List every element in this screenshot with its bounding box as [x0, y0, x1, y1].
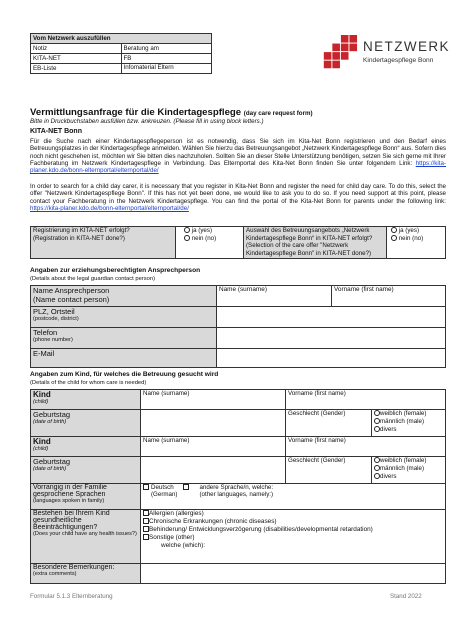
which-label: welche (which): — [161, 542, 206, 549]
footer-form-id: Formular 5.1.3 Elternberatung — [30, 593, 113, 600]
child2-firstname-field[interactable] — [286, 437, 446, 457]
plz-label-en: (postcode, district) — [33, 316, 79, 322]
name-label-en: (Name contact person) — [33, 295, 110, 304]
contact-heading: Angaben zur erziehungsberechtigten Ansprechperson — [30, 267, 201, 274]
contact-name-label — [31, 286, 217, 307]
child1-gender-label — [286, 410, 372, 437]
q2-yes-radio[interactable] — [391, 227, 397, 233]
q2-yes-label: ja (yes) — [398, 227, 420, 234]
health-question-en: (Does your child have any health issues?) — [33, 531, 137, 537]
german-label-en: (German) — [151, 491, 178, 498]
disability-label: Behinderung/ Entwicklungsverzögerung (disabilities/developmental retardation) — [149, 526, 373, 533]
q1-yes-label: ja (yes) — [191, 227, 213, 234]
health-question: Bestehen bei Ihrem Kind gesundheitliche Beeinträchtigungen? — [33, 510, 110, 531]
diverse-label: divers — [380, 473, 397, 480]
child-heading: Angaben zum Kind, für welches die Betreuung gesucht wird — [30, 371, 219, 378]
contact-plz-label — [31, 307, 217, 328]
female-label: weiblich (female) — [380, 410, 427, 417]
logo-mark-icon — [320, 35, 358, 73]
q1-no-radio[interactable] — [184, 235, 190, 241]
other-language-checkbox[interactable] — [183, 484, 189, 490]
notes-field[interactable] — [141, 564, 446, 584]
q2-label: Auswahl des Betreuungsangebots „Netzwerk Kindertagespflege Bonn“ in KITA-NET erfolgt? — [246, 227, 373, 242]
contact-subheading: (Details about the legal guardian contact person) — [30, 276, 156, 282]
child-surname-label: Name (surname) — [143, 390, 190, 397]
child2-gender-label — [286, 457, 372, 484]
german-label: Deutsch — [151, 484, 174, 491]
phone-label: Telefon — [33, 328, 58, 337]
notes-title-en: (extra comments) — [33, 571, 77, 577]
portal-prefix-en: You can find the portal of the Kita-Net Bonn for parents under the following link: — [211, 197, 446, 205]
netzwerk-logo — [320, 33, 450, 78]
male-label: männlich (male) — [380, 418, 425, 425]
contact-phone-field[interactable] — [217, 328, 446, 349]
phone-label-en: (phone number) — [33, 337, 73, 343]
child-firstname-label: Vorname (first name) — [288, 437, 346, 444]
title-main: Vermittlungsanfrage für die Kindertagespflege — [30, 107, 242, 118]
birthday-label-en: (date of birth) — [33, 419, 67, 425]
surname-label: Name (surname) — [219, 286, 267, 293]
logo-word: NETZWERK — [363, 39, 450, 54]
q1-no-label: nein (no) — [191, 234, 217, 242]
child-surname-label: Name (surname) — [143, 437, 190, 444]
birthday-label: Geburtstag — [33, 410, 71, 419]
kind-label-en: (child) — [33, 399, 49, 405]
child2-birthday-label — [31, 457, 141, 484]
office-header: Vom Netzwerk auszufüllen — [31, 34, 212, 44]
q1-yes-radio[interactable] — [184, 227, 190, 233]
child-table — [30, 389, 446, 584]
office-cell[interactable]: Infomaterial Eltern — [121, 64, 212, 74]
kita-heading: KITA-NET Bonn — [30, 128, 82, 135]
female-label: weiblich (female) — [380, 457, 427, 464]
kind-label-en: (child) — [33, 446, 49, 452]
lang-label: Vorrangig in der Familie gesprochene Sprachen — [33, 484, 107, 498]
child2-gender-options — [372, 457, 446, 484]
child2-label — [31, 437, 141, 457]
contact-surname-field[interactable] — [217, 286, 332, 307]
child-subheading: (Details of the child for whom care is needed) — [30, 380, 147, 386]
child1-label — [31, 390, 141, 410]
contact-plz-field[interactable] — [217, 307, 446, 328]
child1-surname-field[interactable] — [141, 390, 286, 410]
german-checkbox[interactable] — [143, 484, 149, 490]
allergies-label: Allergien (allergies) — [149, 510, 204, 517]
diverse-label: divers — [380, 426, 397, 433]
portal-prefix-de: Das Elternportal des Kita-Net Bonn finden Sie unter folgendem Link: — [209, 159, 416, 167]
q2-no-label: nein (no) — [398, 234, 424, 242]
registration-table — [30, 226, 446, 259]
gender-label: Geschlecht (Gender) — [288, 410, 346, 417]
plz-label: PLZ, Ortsteil — [33, 307, 75, 316]
child2-surname-field[interactable] — [141, 437, 286, 457]
languages-label — [31, 484, 141, 510]
contact-email-field[interactable] — [217, 349, 446, 368]
q1-options — [176, 227, 244, 259]
q1-label: Registrierung im KITA-NET erfolgt? — [33, 227, 130, 234]
title-english: (day care request form) — [243, 110, 313, 117]
registration-q2 — [244, 227, 387, 259]
kita-paragraph-en — [30, 183, 446, 212]
birthday-label: Geburtstag — [33, 457, 71, 466]
other-health-label: Sonstige (other) — [149, 534, 195, 541]
health-label — [31, 510, 141, 564]
instruction-text: Bitte in Druckbuchstaben ausfüllen bzw. ankreuzen. (Please fill in using block letters.) — [30, 118, 264, 125]
contact-table — [30, 285, 446, 368]
chronic-label: Chronische Erkrankungen (chronic diseases) — [149, 518, 277, 525]
footer-date: Stand 2022 — [390, 593, 422, 600]
q2-no-radio[interactable] — [391, 235, 397, 241]
other-lang-label: andere Sprache/n, welche: — [199, 484, 274, 491]
registration-q1 — [31, 227, 176, 259]
child1-firstname-field[interactable] — [286, 390, 446, 410]
contact-phone-label — [31, 328, 217, 349]
kind-label: Kind — [33, 437, 51, 446]
office-cell[interactable]: KITA-NET — [31, 54, 122, 64]
other-lang-label-en: (other languages, namely:) — [199, 491, 274, 498]
kita-text-de: Für die Suche nach einer Kindertagespflegeperson ist es notwendig, dass Sie sich im Kita-Net Bonn registrieren und den Bedarf eines Betreuungsplatzes in der Kindertagespflege anmelden. Wählen Sie hierzu das Betreuungsangebot „Netzwerk Kindertagespflege Bonn“ aus. Sofern dies noch nicht geschehen ist, möchten wir Sie bitten dies nachzuholen. Sollten Sie an dieser Stelle Unterstützung benötigen, setzen Sie sich gerne mit Ihrer Fachberatung im Netzwerk Kindertagespflege in Verbindung. — [30, 138, 446, 167]
child1-birthday-field[interactable] — [141, 410, 286, 437]
child1-gender-options — [372, 410, 446, 437]
notes-label — [31, 564, 141, 584]
office-cell[interactable]: EB-Liste — [31, 64, 122, 74]
q2-label-en: (Selection of the care offer "Netzwerk Kindertagespflege Bonn" in KITA-NET done?) — [246, 242, 372, 257]
q1-label-en: (Registration in KITA-NET done?) — [33, 234, 125, 242]
contact-email-label — [31, 349, 217, 368]
logo-subtitle: Kindertagespflege Bonn — [363, 57, 434, 64]
gender-label: Geschlecht (Gender) — [288, 457, 346, 464]
portal-link-en[interactable]: https://kita-planer.kdo.de/bonn-elternportal/elternportal/de/ — [30, 204, 189, 212]
office-cell[interactable]: FB — [121, 54, 212, 64]
portal-link-de[interactable]: https://kita-planer.kdo.de/bonn-elternportal/elternportal/de/ — [30, 159, 446, 175]
male-label: männlich (male) — [380, 465, 425, 472]
contact-firstname-field[interactable] — [332, 286, 446, 307]
child-firstname-label: Vorname (first name) — [288, 390, 346, 397]
kita-paragraph-de — [30, 138, 446, 174]
health-options — [141, 510, 446, 564]
office-cell[interactable]: Beratung am — [121, 44, 212, 54]
kind-label: Kind — [33, 390, 51, 399]
child1-birthday-label — [31, 410, 141, 437]
kita-text-en: In order to search for a child day carer, it is necessary that you register in Kita-Net Bonn and register the need for child day care. To do this, select the offer "Netzwerk Kindertagespflege Bonn". If this has not yet been done, we would like to ask you to do so. If you need support at this point, please contact your Fachberatung in the Netzwerk Kindertagespflege. — [30, 183, 446, 205]
child2-birthday-field[interactable] — [141, 457, 286, 484]
email-label: E-Mail — [33, 349, 55, 358]
birthday-label-en: (date of birth) — [33, 466, 67, 472]
notes-title: Besondere Bemerkungen: — [33, 564, 115, 571]
name-label: Name Ansprechperson — [33, 286, 110, 295]
firstname-label: Vorname (first name) — [334, 286, 394, 293]
page-title — [30, 107, 313, 118]
office-use-table — [30, 33, 212, 74]
languages-options — [141, 484, 446, 510]
lang-label-en: (languages spoken in family) — [33, 498, 105, 504]
office-cell[interactable]: Notiz — [31, 44, 122, 54]
q2-options — [387, 227, 446, 259]
